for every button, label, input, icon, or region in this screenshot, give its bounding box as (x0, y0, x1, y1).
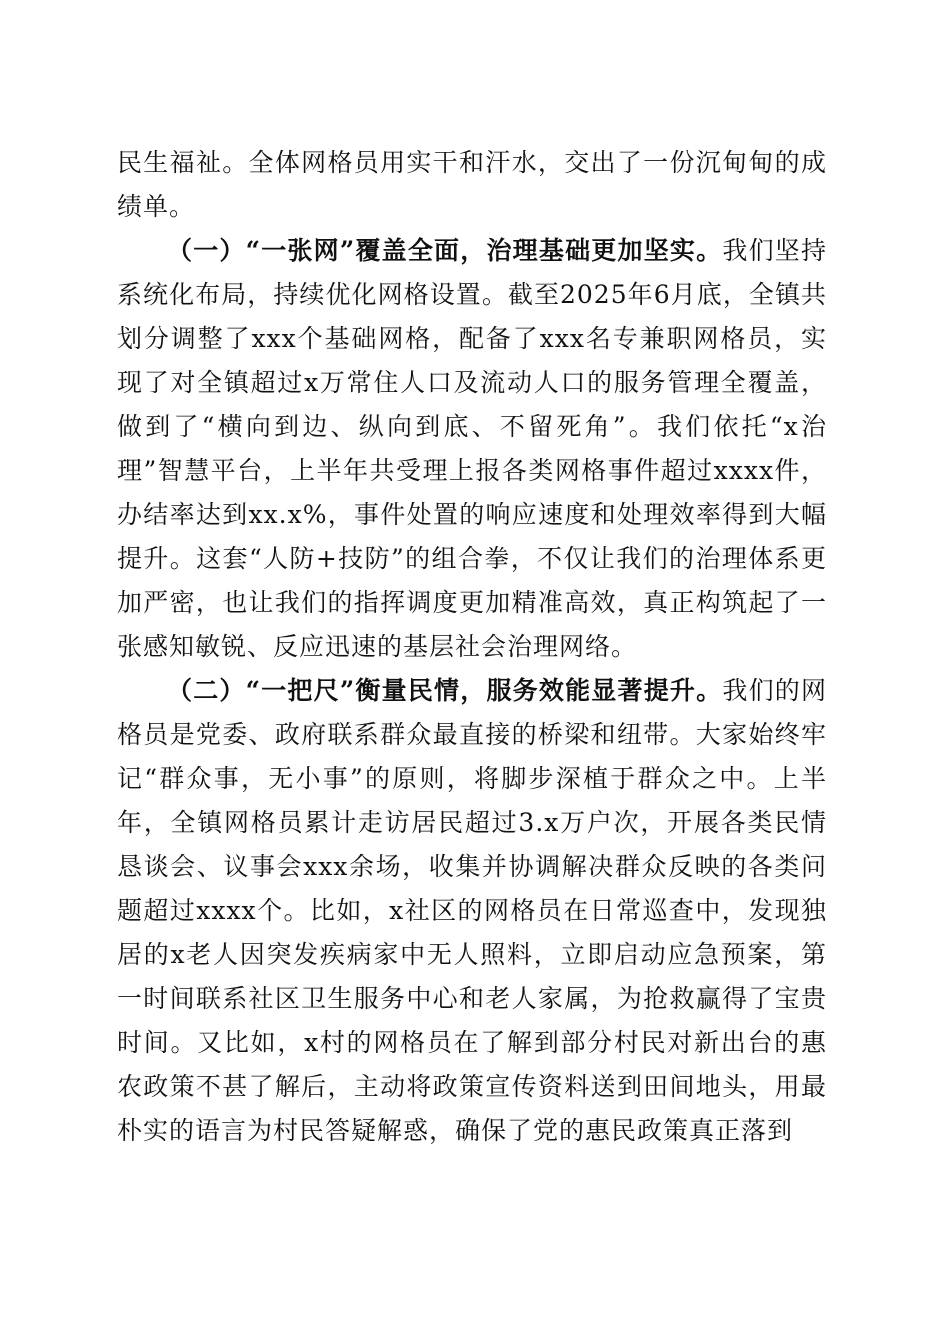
paragraph-section-one (117, 229, 827, 669)
section-one-text: 我们坚持系统化布局，持续优化网格设置。截至2025年6月底，全镇共划分调整了xxx个基础网格，配备了xxx名专兼职网格员，实现了对全镇超过x万常住人口及流动人口的服务管理全覆盖，做到了“横向到边、纵向到底、不留死角”。我们依托“x治理”智慧平台，上半年共受理上报各类网格事件超过xxxx件，办结率达到xx.x%，事件处置的响应速度和处理效率得到大幅提升。这套“人防+技防”的组合拳，不仅让我们的治理体系更加严密，也让我们的指挥调度更加精准高效，真正构筑起了一张感知敏锐、反应迅速的基层社会治理网络。 (117, 236, 827, 661)
paragraph-text: 民生福祉。全体网格员用实干和汗水，交出了一份沉甸甸的成绩单。 (117, 148, 827, 221)
section-two-heading: （二）“一把尺”衡量民情，服务效能显著提升。 (167, 676, 723, 705)
paragraph-section-two (117, 669, 827, 1153)
section-one-heading: （一）“一张网”覆盖全面，治理基础更加坚实。 (167, 236, 723, 265)
document-body (117, 141, 827, 1153)
section-two-text: 我们的网格员是党委、政府联系群众最直接的桥梁和纽带。大家始终牢记“群众事，无小事”的原则，将脚步深植于群众之中。上半年，全镇网格员累计走访居民超过3.x万户次，开展各类民情恳谈会、议事会xxx余场，收集并协调解决群众反映的各类问题超过xxxx个。比如，x社区的网格员在日常巡查中，发现独居的x老人因突发疾病家中无人照料，立即启动应急预案，第一时间联系社区卫生服务中心和老人家属，为抢救赢得了宝贵时间。又比如，x村的网格员在了解到部分村民对新出台的惠农政策不甚了解后，主动将政策宣传资料送到田间地头，用最朴实的语言为村民答疑解惑，确保了党的惠民政策真正落到 (117, 676, 827, 1145)
paragraph-continuation (117, 141, 827, 229)
